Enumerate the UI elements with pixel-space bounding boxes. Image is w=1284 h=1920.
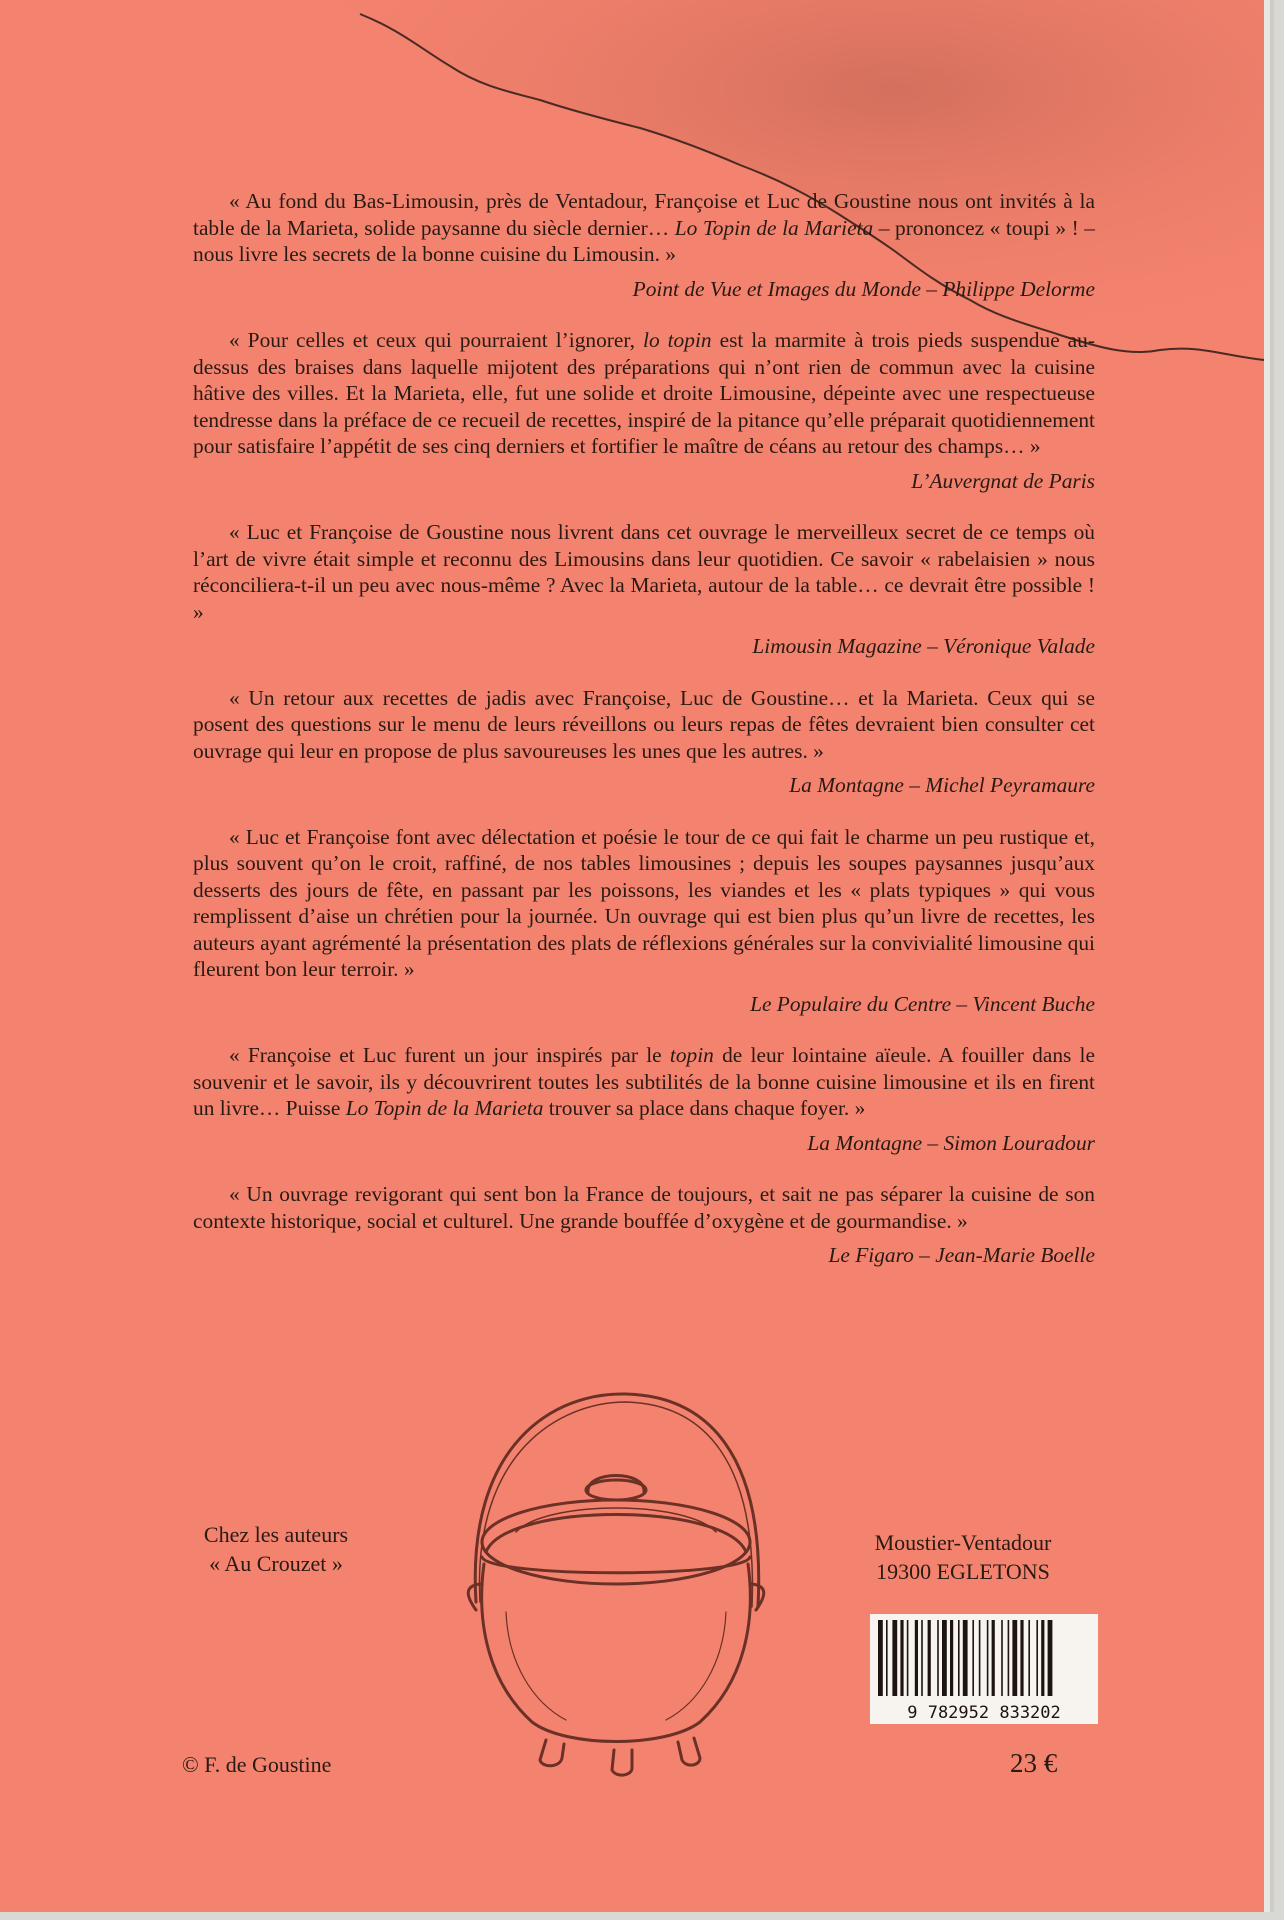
barcode-bar xyxy=(958,1620,960,1696)
barcode-bar xyxy=(1048,1620,1053,1696)
address-line: « Au Crouzet » xyxy=(209,1551,343,1576)
barcode-bar xyxy=(987,1620,989,1696)
barcode-bar xyxy=(1001,1620,1003,1696)
barcode-bar xyxy=(992,1620,995,1696)
barcode-bar xyxy=(892,1620,897,1696)
review-4 xyxy=(193,685,1095,799)
review-source: Point de Vue et Images du Monde – Philippe Delorme xyxy=(632,276,1095,301)
barcode-bar xyxy=(928,1620,931,1696)
address-line: Chez les auteurs xyxy=(203,1522,349,1547)
barcode-bar xyxy=(942,1620,947,1696)
isbn-number: 9 782952 833202 xyxy=(907,1703,1061,1723)
review-text: « Françoise et Luc furent un jour inspirés par le topin de leur lointaine aïeule. A fouiller dans le souvenir et le savoir, ils y découvrirent toutes les subtilités de la bonne cuisine limousine et ils en firent un livre… Puisse Lo Topin de la Marieta trouver sa place dans chaque foyer. » xyxy=(193,1043,1095,1120)
authors-address xyxy=(186,1520,366,1578)
review-source: La Montagne – Simon Louradour xyxy=(807,1130,1095,1155)
price-text: 23 € xyxy=(1010,1748,1058,1778)
barcode-bar xyxy=(1008,1620,1010,1696)
reviews-list xyxy=(193,188,1095,1294)
review-text: « Luc et Françoise font avec délectation et poésie le tour de ce qui fait le charme un peu rustique et, plus souvent qu’on le croit, raffiné, de nos tables limousines ; depuis les soupes paysannes jusqu’aux desserts des jours de fête, en passant par les poissons, les viandes et les « plats typiques » qui vous remplissent d’aise un chrétien pour la journée. Un ouvrage qui est bien plus qu’un livre de recettes, les auteurs ayant agrémenté la présentation des plats de réflexions générales sur la convivialité limousine qui fleurent bon leur terroir. » xyxy=(193,824,1095,981)
review-source: Le Populaire du Centre – Vincent Buche xyxy=(750,991,1095,1016)
barcode-bar xyxy=(1028,1620,1030,1696)
pot-illustration-icon xyxy=(436,1382,796,1782)
review-2 xyxy=(193,327,1095,494)
review-1 xyxy=(193,188,1095,302)
barcode-bar xyxy=(979,1620,981,1696)
barcode-bar xyxy=(900,1620,903,1696)
barcode-bar xyxy=(937,1620,939,1696)
barcode-bar xyxy=(878,1620,883,1696)
barcode-icon xyxy=(870,1614,1098,1724)
barcode-bar xyxy=(950,1620,953,1696)
copyright-text: © F. de Goustine xyxy=(182,1752,332,1777)
review-5 xyxy=(193,824,1095,1018)
publisher-address xyxy=(838,1528,1088,1586)
review-7 xyxy=(193,1181,1095,1269)
barcode-bar xyxy=(886,1620,888,1696)
barcode-bar xyxy=(921,1620,923,1696)
review-3 xyxy=(193,519,1095,660)
address-line: 19300 EGLETONS xyxy=(876,1559,1050,1584)
barcode-bar xyxy=(1041,1620,1044,1696)
barcode-bar xyxy=(963,1620,968,1696)
review-text: « Un retour aux recettes de jadis avec Françoise, Luc de Goustine… et la Marieta. Ceux qui se posent des questions sur le menu de leurs réveillons ou leurs repas de fêtes devraient bien consulter cet ouvrage qui leur en propose de plus savoureuses les unes que les autres. » xyxy=(193,685,1095,763)
review-text: « Luc et Françoise de Goustine nous livrent dans cet ouvrage le merveilleux secret de ce temps où l’art de vivre était simple et reconnu des Limousins dans leur quotidien. Ce savoir « rabelaisien » nous réconciliera-t-il un peu avec nous-même ? Avec la Marieta, autour de la table… ce devrait être possible ! » xyxy=(193,520,1095,624)
barcode-bar xyxy=(1036,1620,1038,1696)
barcode-bar xyxy=(907,1620,909,1696)
barcode-bar xyxy=(1020,1620,1023,1696)
address-line: Moustier-Ventadour xyxy=(874,1530,1052,1555)
barcode-bar xyxy=(972,1620,974,1696)
review-text: « Un ouvrage revigorant qui sent bon la France de toujours, et sait ne pas séparer la cuisine de son contexte historique, social et culturel. Une grande bouffée d’oxygène et de gourmandise. » xyxy=(193,1182,1095,1233)
review-source: La Montagne – Michel Peyramaure xyxy=(789,773,1095,797)
review-text: « Pour celles et ceux qui pourraient l’ignorer, lo topin est la marmite à trois pieds suspendue au-dessus des braises dans laquelle mijotent des préparations qui n’ont rien de commun avec la cuisine hâtive des villes. Et la Marieta, elle, fut une solide et droite Limousine, dépeinte avec une respectueuse tendresse dans la préface de ce recueil de recettes, inspiré de la pitance qu’elle préparait quotidiennement pour satisfaire l’appétit de ses cinq derniers et fortifier le maître de céans au retour des champs… » xyxy=(193,328,1095,458)
barcode-bar xyxy=(1012,1620,1017,1696)
barcode-bar xyxy=(915,1620,918,1696)
review-source: Le Figaro – Jean-Marie Boelle xyxy=(828,1243,1095,1267)
review-source: L’Auvergnat de Paris xyxy=(911,468,1095,493)
review-6 xyxy=(193,1042,1095,1156)
review-text: « Au fond du Bas-Limousin, près de Ventadour, Françoise et Luc de Goustine nous ont invités à la table de la Marieta, solide paysanne du siècle dernier… Lo Topin de la Marieta – prononcez « toupi » ! – nous livre les secrets de la bonne cuisine du Limousin. » xyxy=(193,189,1095,266)
review-source: Limousin Magazine – Véronique Valade xyxy=(752,634,1095,658)
